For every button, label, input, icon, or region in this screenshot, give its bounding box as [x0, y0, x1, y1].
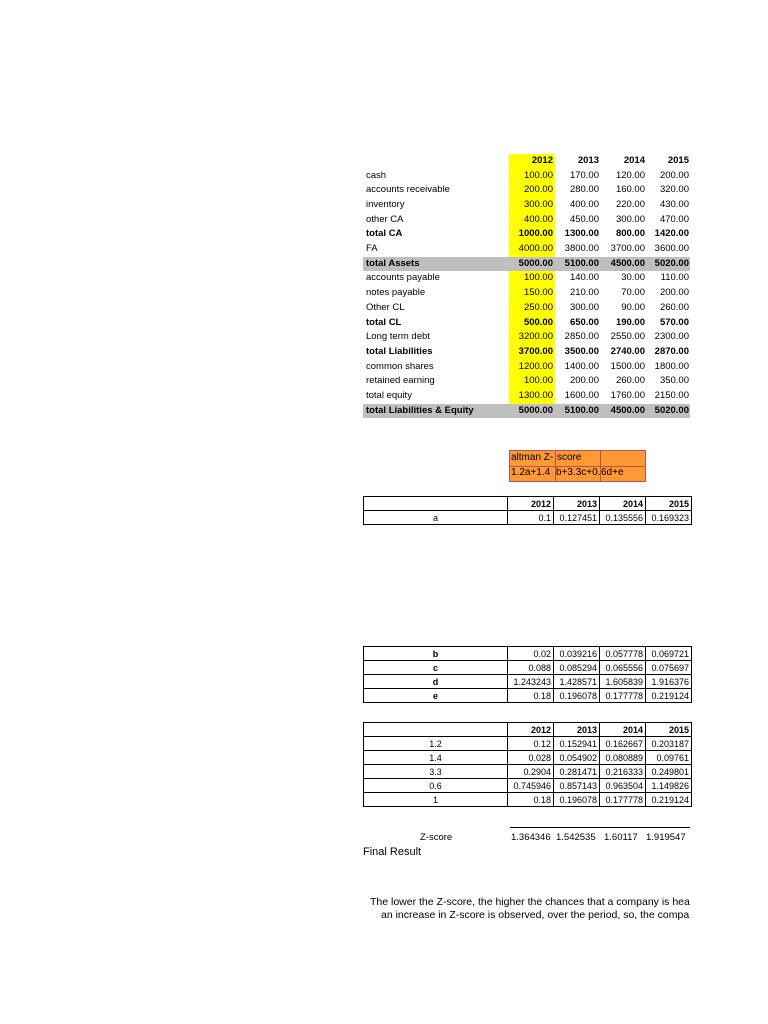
table-cell: 0.127451	[554, 511, 600, 525]
table-cell: 2014	[600, 723, 646, 737]
value-cell-2014: 2550.00	[610, 331, 645, 343]
value-cell-2015: 320.00	[659, 184, 689, 196]
ratio-table-a	[363, 496, 692, 525]
table-cell: 0.1	[508, 511, 554, 525]
ratio-table-b-e	[363, 646, 692, 703]
balance-sheet-row	[363, 227, 690, 242]
value-cell-2012: 3200.00	[518, 331, 553, 343]
value-cell-2014: 30.00	[621, 272, 645, 284]
value-cell-2015: 430.00	[659, 198, 689, 210]
value-cell-2012: 1200.00	[518, 360, 553, 372]
balance-sheet-row	[363, 286, 690, 301]
balance-sheet-row	[363, 198, 690, 213]
table-cell: 0.196078	[554, 793, 600, 807]
altman-formula-b: b+3.3c+0.	[556, 467, 601, 478]
row-label: total Assets	[366, 257, 420, 269]
value-cell-2015: 1420.00	[654, 228, 689, 240]
table-cell: d	[364, 675, 508, 689]
table-cell: 2015	[646, 497, 692, 511]
table-cell: 0.039216	[554, 647, 600, 661]
value-cell-2015: 1800.00	[654, 360, 689, 372]
balance-sheet-row	[363, 330, 690, 345]
table-row	[364, 793, 692, 807]
balance-sheet-row	[363, 316, 690, 331]
balance-sheet-row	[363, 404, 690, 419]
value-cell-2014: 2740.00	[610, 345, 645, 357]
row-label: Other CL	[366, 301, 405, 313]
table-cell: 2012	[508, 497, 554, 511]
interpretation-line-2: an increase in Z-score is observed, over the period, so, the compa	[381, 909, 690, 921]
value-cell-2015: 470.00	[659, 213, 689, 225]
weighted-components-table	[363, 722, 692, 807]
balance-sheet-row	[363, 301, 690, 316]
value-cell-2012: 4000.00	[518, 243, 553, 254]
table-cell	[364, 723, 508, 737]
value-cell-2015: 2150.00	[654, 390, 689, 401]
value-cell-2013: 200.00	[569, 375, 599, 387]
table-cell: 0.203187	[646, 737, 692, 751]
value-cell-2012: 100.00	[523, 375, 553, 387]
value-cell-2013: 400.00	[569, 198, 599, 210]
value-cell-2015: 570.00	[659, 316, 689, 328]
zscore-top-border	[510, 827, 690, 828]
altman-title-b: score	[557, 452, 582, 463]
table-cell: a	[364, 511, 508, 525]
value-cell-2015: 200.00	[659, 169, 689, 181]
balance-sheet-row	[363, 257, 690, 272]
table-row	[364, 675, 692, 689]
table-cell: 0.12	[508, 737, 554, 751]
table-cell: 0.177778	[600, 793, 646, 807]
value-cell-2013: 5100.00	[564, 404, 599, 416]
row-label: total CA	[366, 228, 403, 240]
zscore-label: Z-score	[420, 832, 453, 843]
table-cell: 0.249801	[646, 765, 692, 779]
table-cell: 0.963504	[600, 779, 646, 793]
table-cell: 1.2	[364, 737, 508, 751]
table-row	[364, 511, 692, 525]
table-cell: 0.219124	[646, 689, 692, 703]
table-row	[364, 751, 692, 765]
value-cell-2015: 2300.00	[654, 331, 689, 343]
value-cell-2013: 650.00	[569, 316, 599, 328]
table-row	[364, 737, 692, 751]
value-cell-2013: 1300.00	[564, 228, 599, 240]
table-cell: b	[364, 647, 508, 661]
balance-sheet-row	[363, 389, 690, 404]
zscore-2012: 1.364346	[511, 832, 551, 843]
table-cell: 0.065556	[600, 661, 646, 675]
balance-sheet-row	[363, 242, 690, 257]
table-cell: 1.149826	[646, 779, 692, 793]
table-cell: 1.916376	[646, 675, 692, 689]
value-cell-2012: 1000.00	[518, 228, 553, 240]
value-cell-2013: 450.00	[569, 213, 599, 225]
value-cell-2012: 150.00	[523, 287, 553, 299]
value-cell-2015: 5020.00	[654, 257, 689, 269]
table-row	[364, 497, 692, 511]
table-row	[364, 661, 692, 675]
row-label: notes payable	[366, 287, 426, 299]
value-cell-2013: 3500.00	[564, 345, 599, 357]
table-cell: 0.281471	[554, 765, 600, 779]
row-label: retained earning	[366, 375, 435, 387]
table-cell: 0.152941	[554, 737, 600, 751]
table-cell: 2013	[554, 723, 600, 737]
altman-formula-box	[509, 450, 646, 482]
row-label: other CA	[366, 213, 404, 225]
value-cell-2012: 1300.00	[518, 390, 553, 401]
row-label: common shares	[366, 360, 434, 372]
value-cell-2012: 400.00	[523, 213, 553, 225]
row-label: total Liabilities	[366, 345, 433, 357]
value-cell-2013: 140.00	[569, 272, 599, 284]
value-cell-2013: 280.00	[569, 184, 599, 196]
value-cell-2012: 100.00	[523, 169, 553, 181]
balance-sheet-row	[363, 213, 690, 228]
value-cell-2015: 200.00	[659, 287, 689, 299]
value-cell-2014: 800.00	[615, 228, 645, 240]
table-cell: 0.080889	[600, 751, 646, 765]
table-cell: 0.18	[508, 689, 554, 703]
value-cell-2015: 350.00	[659, 375, 689, 387]
table-cell: 1.243243	[508, 675, 554, 689]
table-cell: 0.2904	[508, 765, 554, 779]
table-cell: 0.135556	[600, 511, 646, 525]
table-cell: 0.857143	[554, 779, 600, 793]
table-cell: 0.196078	[554, 689, 600, 703]
table-cell: 1.4	[364, 751, 508, 765]
table-cell: 3.3	[364, 765, 508, 779]
row-label: inventory	[366, 198, 405, 210]
value-cell-2013: 3800.00	[564, 243, 599, 254]
row-label: total equity	[366, 390, 412, 401]
interpretation-line-1: The lower the Z-score, the higher the chances that a company is hea	[370, 896, 690, 908]
year-header-2015: 2015	[667, 155, 689, 166]
table-cell: 0.02	[508, 647, 554, 661]
row-label: accounts payable	[366, 272, 440, 284]
table-cell: 2015	[646, 723, 692, 737]
row-label: FA	[366, 243, 378, 254]
table-row	[364, 647, 692, 661]
value-cell-2015: 2870.00	[654, 345, 689, 357]
balance-sheet-row	[363, 360, 690, 375]
table-cell: 0.177778	[600, 689, 646, 703]
altman-title-a: altman Z-	[511, 452, 554, 463]
year-header-2013: 2013	[577, 155, 599, 166]
value-cell-2014: 160.00	[615, 184, 645, 196]
value-cell-2012: 5000.00	[518, 404, 553, 416]
value-cell-2014: 90.00	[621, 301, 645, 313]
table-row	[364, 779, 692, 793]
value-cell-2015: 260.00	[659, 301, 689, 313]
balance-sheet-row	[363, 183, 690, 198]
value-cell-2013: 170.00	[569, 169, 599, 181]
row-label: total CL	[366, 316, 402, 328]
value-cell-2014: 70.00	[621, 287, 645, 299]
altman-formula-a: 1.2a+1.4	[511, 467, 551, 478]
table-cell: 0.745946	[508, 779, 554, 793]
balance-sheet-row	[363, 169, 690, 184]
value-cell-2014: 4500.00	[610, 404, 645, 416]
table-cell: 0.088	[508, 661, 554, 675]
value-cell-2012: 100.00	[523, 272, 553, 284]
value-cell-2012: 500.00	[523, 316, 553, 328]
value-cell-2013: 1400.00	[564, 360, 599, 372]
table-cell: 0.054902	[554, 751, 600, 765]
row-label: total Liabilities & Equity	[366, 404, 474, 416]
balance-sheet-row	[363, 345, 690, 360]
value-cell-2015: 110.00	[660, 272, 689, 284]
value-cell-2014: 190.00	[615, 316, 645, 328]
table-cell: 0.028	[508, 751, 554, 765]
table-cell: 2012	[508, 723, 554, 737]
value-cell-2014: 220.00	[615, 198, 645, 210]
table-cell: 1	[364, 793, 508, 807]
table-cell: 2014	[600, 497, 646, 511]
value-cell-2012: 200.00	[523, 184, 553, 196]
value-cell-2013: 2850.00	[564, 331, 599, 343]
table-row	[364, 689, 692, 703]
balance-sheet-row	[363, 271, 690, 286]
value-cell-2013: 1600.00	[564, 390, 599, 401]
row-label: cash	[366, 169, 387, 181]
table-cell: 0.216333	[600, 765, 646, 779]
table-cell: e	[364, 689, 508, 703]
row-label: Long term debt	[366, 331, 430, 343]
table-cell: c	[364, 661, 508, 675]
table-cell: 2013	[554, 497, 600, 511]
altman-formula-c: 6d+e	[601, 467, 624, 478]
value-cell-2015: 5020.00	[654, 404, 689, 416]
table-cell: 0.069721	[646, 647, 692, 661]
table-cell: 1.428571	[554, 675, 600, 689]
year-header-2012: 2012	[531, 155, 553, 166]
table-cell: 0.085294	[554, 661, 600, 675]
value-cell-2014: 120.00	[615, 169, 645, 181]
year-header-2014: 2014	[623, 155, 645, 166]
row-label: accounts receivable	[366, 184, 450, 196]
table-cell: 1.605839	[600, 675, 646, 689]
table-cell	[364, 497, 508, 511]
balance-sheet-row	[363, 374, 690, 389]
table-cell: 0.169323	[646, 511, 692, 525]
value-cell-2014: 3700.00	[610, 243, 645, 254]
final-result-label: Final Result	[363, 846, 422, 858]
table-cell: 0.219124	[646, 793, 692, 807]
table-cell: 0.18	[508, 793, 554, 807]
value-cell-2014: 4500.00	[610, 257, 645, 269]
table-cell: 0.162667	[600, 737, 646, 751]
value-cell-2015: 3600.00	[654, 243, 689, 254]
table-row	[364, 723, 692, 737]
zscore-2015: 1.919547	[646, 832, 686, 843]
table-cell: 0.09761	[646, 751, 692, 765]
table-row	[364, 765, 692, 779]
value-cell-2012: 250.00	[523, 301, 553, 313]
zscore-2013: 1.542535	[556, 832, 596, 843]
value-cell-2013: 5100.00	[564, 257, 599, 269]
zscore-2014: 1.60117	[604, 832, 638, 843]
value-cell-2012: 3700.00	[518, 345, 553, 357]
value-cell-2012: 5000.00	[518, 257, 553, 269]
value-cell-2014: 260.00	[615, 375, 645, 387]
table-cell: 0.6	[364, 779, 508, 793]
table-cell: 0.075697	[646, 661, 692, 675]
value-cell-2014: 1760.00	[610, 390, 645, 401]
table-cell: 0.057778	[600, 647, 646, 661]
value-cell-2013: 210.00	[569, 287, 599, 299]
value-cell-2014: 1500.00	[610, 360, 645, 372]
value-cell-2013: 300.00	[569, 301, 599, 313]
value-cell-2014: 300.00	[615, 213, 645, 225]
value-cell-2012: 300.00	[523, 198, 553, 210]
